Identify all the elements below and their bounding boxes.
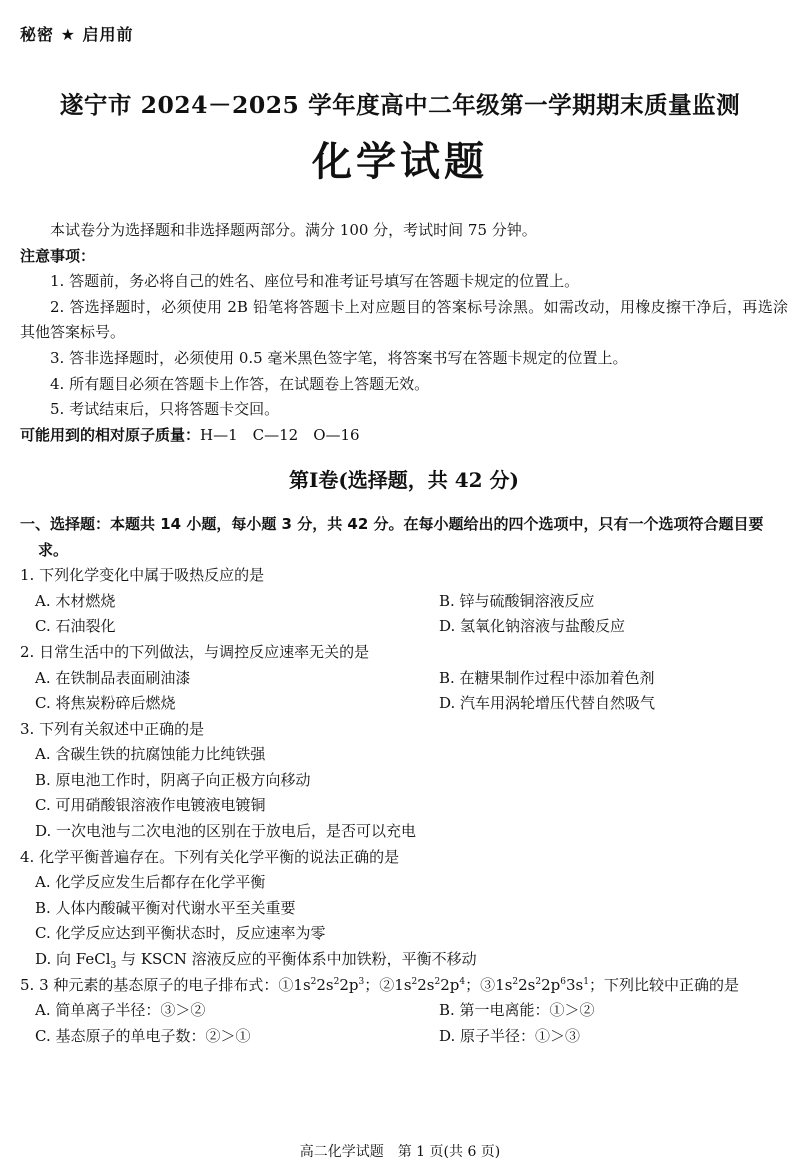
option: B. 第一电离能：①＞② <box>439 1001 595 1020</box>
question-stem: 4. 化学平衡普遍存在。下列有关化学平衡的说法正确的是 <box>20 847 400 866</box>
intro-text: 本试卷分为选择题和非选择题两部分。满分 100 分，考试时间 75 分钟。 <box>50 221 537 239</box>
option: C. 石油裂化 <box>35 617 116 636</box>
option: C. 化学反应达到平衡状态时，反应速率为零 <box>35 924 326 943</box>
notice-item: 4. 所有题目必须在答题卡上作答，在试题卷上答题无效。 <box>50 374 430 393</box>
question-stem: 2. 日常生活中的下列做法，与调控反应速率无关的是 <box>20 642 370 661</box>
config-2: $②1s^22s^22p^4$ <box>379 975 466 994</box>
notice-heading: 注意事项： <box>20 246 96 265</box>
question-options <box>20 589 788 640</box>
section-one-heading: 一、选择题：本题共 14 小题，每小题 3 分，共 42 分。在每小题给出的四个选项中，只有一个选项符合题目要求。 <box>20 514 764 559</box>
atomic-mass-line <box>20 423 788 449</box>
question-options <box>20 998 788 1049</box>
option: D. 汽车用涡轮增压代替自然吸气 <box>439 694 656 713</box>
option: B. 锌与硫酸铜溶液反应 <box>439 591 595 610</box>
exam-title: 遂宁市 2024－2025 学年度高中二年级第一学期期末质量监测 <box>59 91 741 119</box>
option: A. 化学反应发生后都存在化学平衡 <box>35 873 266 892</box>
option: C. 将焦炭粉碎后燃烧 <box>35 694 176 713</box>
question-stem-electron-config: 5. 3 种元素的基态原子的电子排布式：$①1s^22s^22p^3$；$②1s^22s^22p^4$；$③1s^22s^22p^63s^1$；下列比较中正确的是 <box>20 975 740 994</box>
question-stem: 3. 下列有关叙述中正确的是 <box>20 719 205 738</box>
option: A. 简单离子半径：③＞② <box>35 1001 206 1020</box>
question-stem: 1. 下列化学变化中属于吸热反应的是 <box>20 566 265 585</box>
option: B. 在糖果制作过程中添加着色剂 <box>439 668 655 687</box>
page-footer: 高二化学试题 第 1 页(共 6 页) <box>299 1144 501 1160</box>
option: A. 木材燃烧 <box>35 591 116 610</box>
notice-item: 3. 答非选择题时，必须使用 0.5 毫米黑色签字笔，将答案书写在答题卡规定的位置上。 <box>50 348 628 367</box>
option: C. 可用硝酸银溶液作电镀液电镀铜 <box>35 796 266 815</box>
option: B. 人体内酸碱平衡对代谢水平至关重要 <box>35 898 296 917</box>
option: A. 在铁制品表面刷油漆 <box>35 668 191 687</box>
question-options <box>20 666 788 717</box>
option: B. 原电池工作时，阴离子向正极方向移动 <box>35 770 311 789</box>
option: C. 基态原子的单电子数：②＞① <box>35 1026 251 1045</box>
atomic-mass-values: H—1 C—12 O—16 <box>200 425 360 444</box>
notice-item: 5. 考试结束后，只将答题卡交回。 <box>50 400 280 419</box>
option: A. 含碳生铁的抗腐蚀能力比纯铁强 <box>35 745 266 764</box>
subject-title: 化学试题 <box>312 138 488 185</box>
config-1: $①1s^22s^22p^3$ <box>278 975 365 994</box>
volume-title: 第Ⅰ卷(选择题，共 42 分) <box>288 468 520 493</box>
atomic-mass-label: 可能用到的相对原子质量： <box>20 425 201 444</box>
config-3: $③1s^22s^22p^63s^1$ <box>480 975 589 994</box>
option-d-fecl3: D. 向 FeCl$_3$ 与 KSCN 溶液反应的平衡体系中加铁粉，平衡不移动 <box>35 950 477 972</box>
option: D. 原子半径：①＞③ <box>439 1026 581 1045</box>
option: D. 一次电池与二次电池的区别在于放电后，是否可以充电 <box>35 822 417 841</box>
notice-item: 1. 答题前，务必将自己的姓名、座位号和准考证号填写在答题卡规定的位置上。 <box>50 272 580 291</box>
confidential-label: 秘密 ★ 启用前 <box>20 25 134 44</box>
notice-item: 2. 答选择题时，必须使用 2B 铅笔将答题卡上对应题目的答案标号涂黑。如需改动，用橡皮擦干净后，再选涂其他答案标号。 <box>20 297 788 342</box>
exam-body <box>20 218 788 1049</box>
option: D. 氢氧化钠溶液与盐酸反应 <box>439 617 626 636</box>
